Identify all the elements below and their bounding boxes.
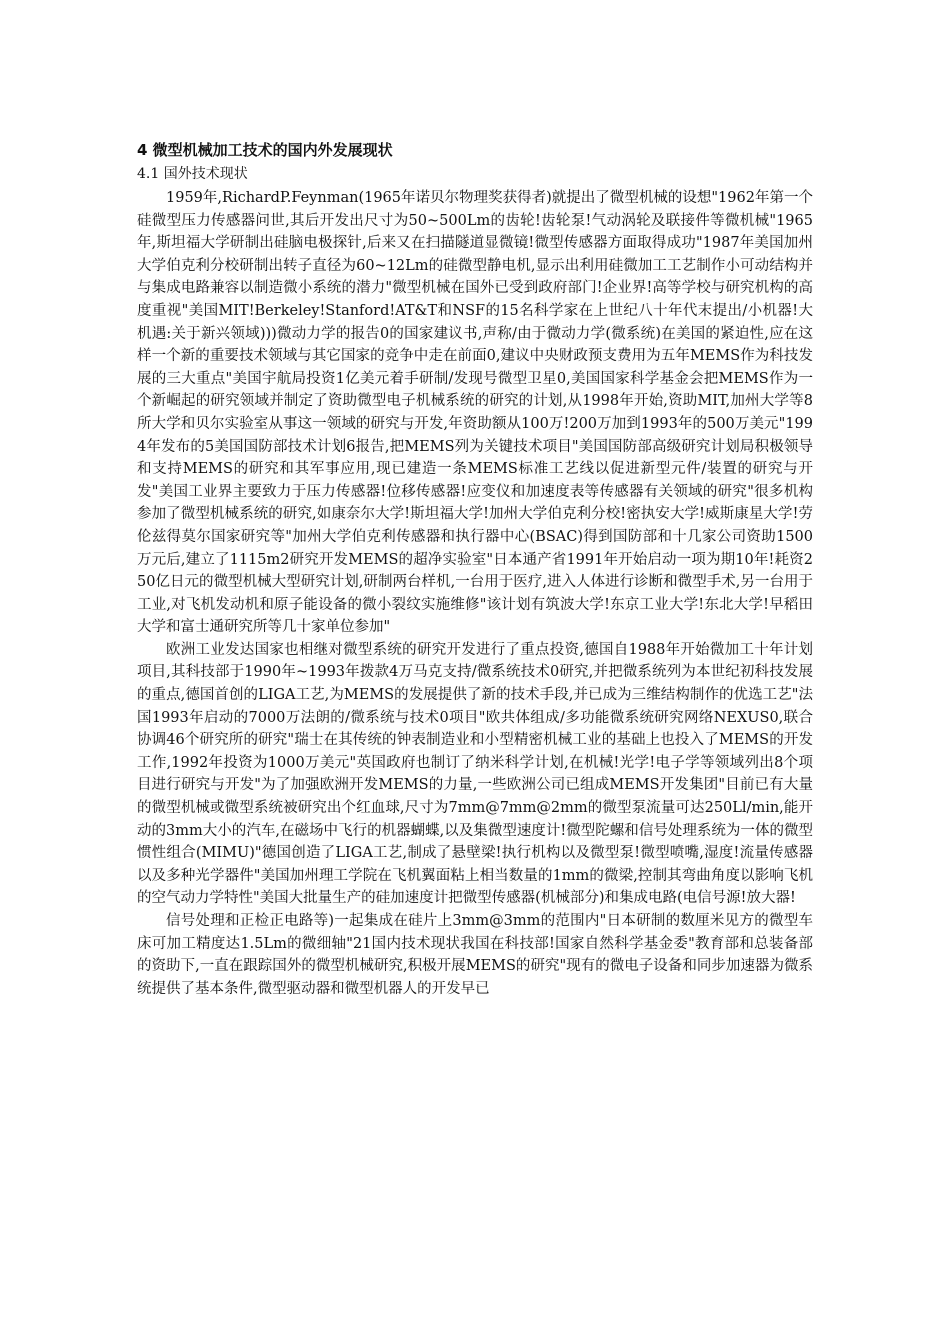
document-page <box>137 140 813 1000</box>
paragraph-foreign-status-us-japan: 1959年,RichardP.Feynman(1965年诺贝尔物理奖获得者)就提出了微型机械的设想"1962年第一个硅微型压力传感器问世,其后开发出尺寸为50~500Lm的齿轮!齿轮泵!气动涡轮及联接件等微机械"1965年,斯坦福大学研制出硅脑电极探针,后来又在扫描隧道显微镜!微型传感器方面取得成功"1987年美国加州大学伯克利分校研制出转子直径为60~12Lm的硅微型静电机,显示出利用硅微加工工艺制作小可动结构并与集成电路兼容以制造微小系统的潜力"微型机械在国外已受到政府部门!企业界!高等学校与研究机构的高度重视"美国MIT!Berkeley!Stanford!AT&T和NSF的15名科学家在上世纪八十年代末提出/小机器!大机遇:关于新兴领域)))微动力学的报告0的国家建议书,声称/由于微动力学(微系统)在美国的紧迫性,应在这样一个新的重要技术领域与其它国家的竞争中走在前面0,建议中央财政预支费用为五年MEMS作为科技发展的三大重点"美国宇航局投资1亿美元着手研制/发现号微型卫星0,美国国家科学基金会把MEMS作为一个新崛起的研究领域并制定了资助微型电子机械系统的研究的计划,从1998年开始,资助MIT,加州大学等8所大学和贝尔实验室从事这一领域的研究与开发,年资助额从100万!200万加到1993年的500万美元"1994年发布的5美国国防部技术计划6报告,把MEMS列为关键技术项目"美国国防部高级研究计划局积极领导和支持MEMS的研究和其军事应用,现已建造一条MEMS标准工艺线以促进新型元件/装置的研究与开发"美国工业界主要致力于压力传感器!位移传感器!应变仪和加速度表等传感器有关领域的研究"很多机构参加了微型机械系统的研究,如康奈尔大学!斯坦福大学!加州大学伯克利分校!密执安大学!威斯康星大学!劳伦兹得莫尔国家研究等"加州大学伯克利传感器和执行器中心(BSAC)得到国防部和十几家公司资助1500万元后,建立了1115m2研究开发MEMS的超净实验室"日本通产省1991年开始启动一项为期10年!耗资250亿日元的微型机械大型研究计划,研制两台样机,一台用于医疗,进入人体进行诊断和微型手术,另一台用于工业,对飞机发动机和原子能设备的微小裂纹实施维修"该计划有筑波大学!东京工业大学!东北大学!早稻田大学和富士通研究所等几十家单位参加" <box>137 190 813 636</box>
paragraph-domestic-status: 信号处理和正检正电路等)一起集成在硅片上3mm@3mm的范围内"日本研制的数厘米见方的微型车床可加工精度达1.5Lm的微细轴"21国内技术现状我国在科技部!国家自然科学基金委"教育部和总装备部的资助下,一直在跟踪国外的微型机械研究,积极开展MEMS的研究"现有的微电子设备和同步加速器为微系统提供了基本条件,微型驱动器和微型机器人的开发早已 <box>137 913 813 997</box>
subsection-title: 4.1 国外技术现状 <box>137 166 248 182</box>
section-title: 4 微型机械加工技术的国内外发展现状 <box>137 141 393 159</box>
paragraph-foreign-status-europe: 欧洲工业发达国家也相继对微型系统的研究开发进行了重点投资,德国自1988年开始微加工十年计划项目,其科技部于1990年~1993年拨款4万马克支持/微系统技术0研究,并把微系统列为本世纪初科技发展的重点,德国首创的LIGA工艺,为MEMS的发展提供了新的技术手段,并已成为三维结构制作的优选工艺"法国1993年启动的7000万法朗的/微系统与技术0项目"欧共体组成/多功能微系统研究网络NEXUS0,联合协调46个研究所的研究"瑞士在其传统的钟表制造业和小型精密机械工业的基础上也投入了MEMS的开发工作,1992年投资为1000万美元"英国政府也制订了纳米科学计划,在机械!光学!电子学等领域列出8个项目进行研究与开发"为了加强欧洲开发MEMS的力量,一些欧洲公司已组成MEMS开发集团"目前已有大量的微型机械或微型系统被研究出个红血球,尺寸为7mm@7mm@2mm的微型泵流量可达250Ll/min,能开动的3mm大小的汽车,在磁场中飞行的机器蝴蝶,以及集微型速度计!微型陀螺和信号处理系统为一体的微型惯性组合(MIMU)"德国创造了LIGA工艺,制成了悬壁梁!执行机构以及微型泵!微型喷嘴,湿度!流量传感器以及多种光学器件"美国加州理工学院在飞机翼面粘上相当数量的1mm的微梁,控制其弯曲角度以影响飞机的空气动力学特性"美国大批量生产的硅加速度计把微型传感器(机械部分)和集成电路(电信号源!放大器! <box>137 641 813 907</box>
